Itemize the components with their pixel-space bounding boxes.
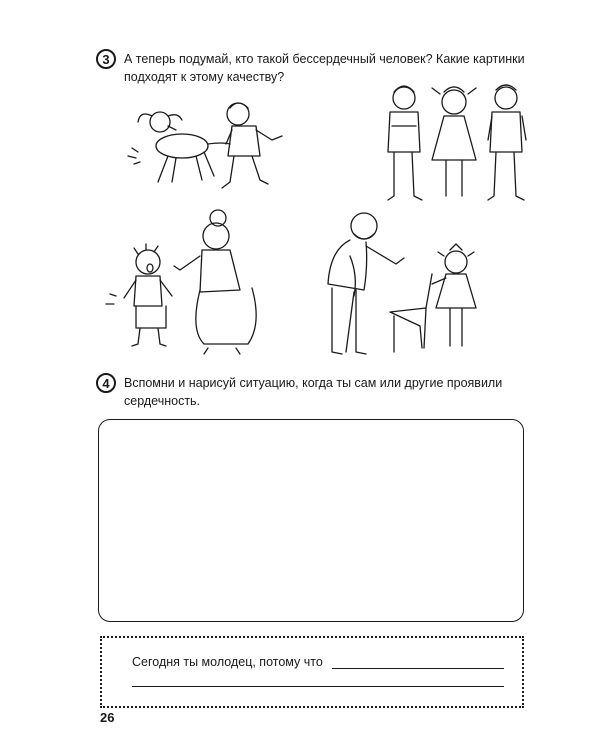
dog-body — [156, 134, 208, 158]
task-number-badge: 4 — [96, 373, 116, 393]
boy-shirt — [228, 126, 260, 156]
page-number: 26 — [100, 710, 115, 725]
task-3-question-line-2: подходят к этому качеству? — [124, 70, 285, 84]
boy-pulling-dog-tail-illustration — [120, 102, 310, 194]
task-3-question-line-1: А теперь подумай, кто такой бессердечный человек? Какие картинки — [124, 52, 525, 66]
task-4 — [96, 374, 502, 410]
drawing-area[interactable] — [98, 419, 524, 622]
praise-text: Сегодня ты молодец, потому что — [132, 655, 323, 669]
task-3-question — [124, 50, 525, 86]
task-4-question-line-1: Вспомни и нарисуй ситуацию, когда ты сам или другие проявили — [124, 376, 503, 390]
task-4-question-line-2: сердечность. — [124, 394, 201, 408]
crying-boy-and-grandmother-illustration — [96, 210, 274, 356]
girl-dress — [432, 116, 476, 160]
task-number-badge: 3 — [96, 49, 116, 69]
cane — [346, 292, 354, 352]
task-4-question — [124, 374, 502, 410]
task-3 — [96, 50, 525, 86]
praise-box — [100, 636, 524, 708]
dog-head — [150, 112, 170, 132]
grandfather-and-girl-with-chair-illustration — [310, 212, 490, 356]
answer-line-2[interactable] — [132, 686, 504, 687]
three-children-illustration — [378, 82, 538, 206]
answer-line-1[interactable] — [332, 668, 504, 669]
